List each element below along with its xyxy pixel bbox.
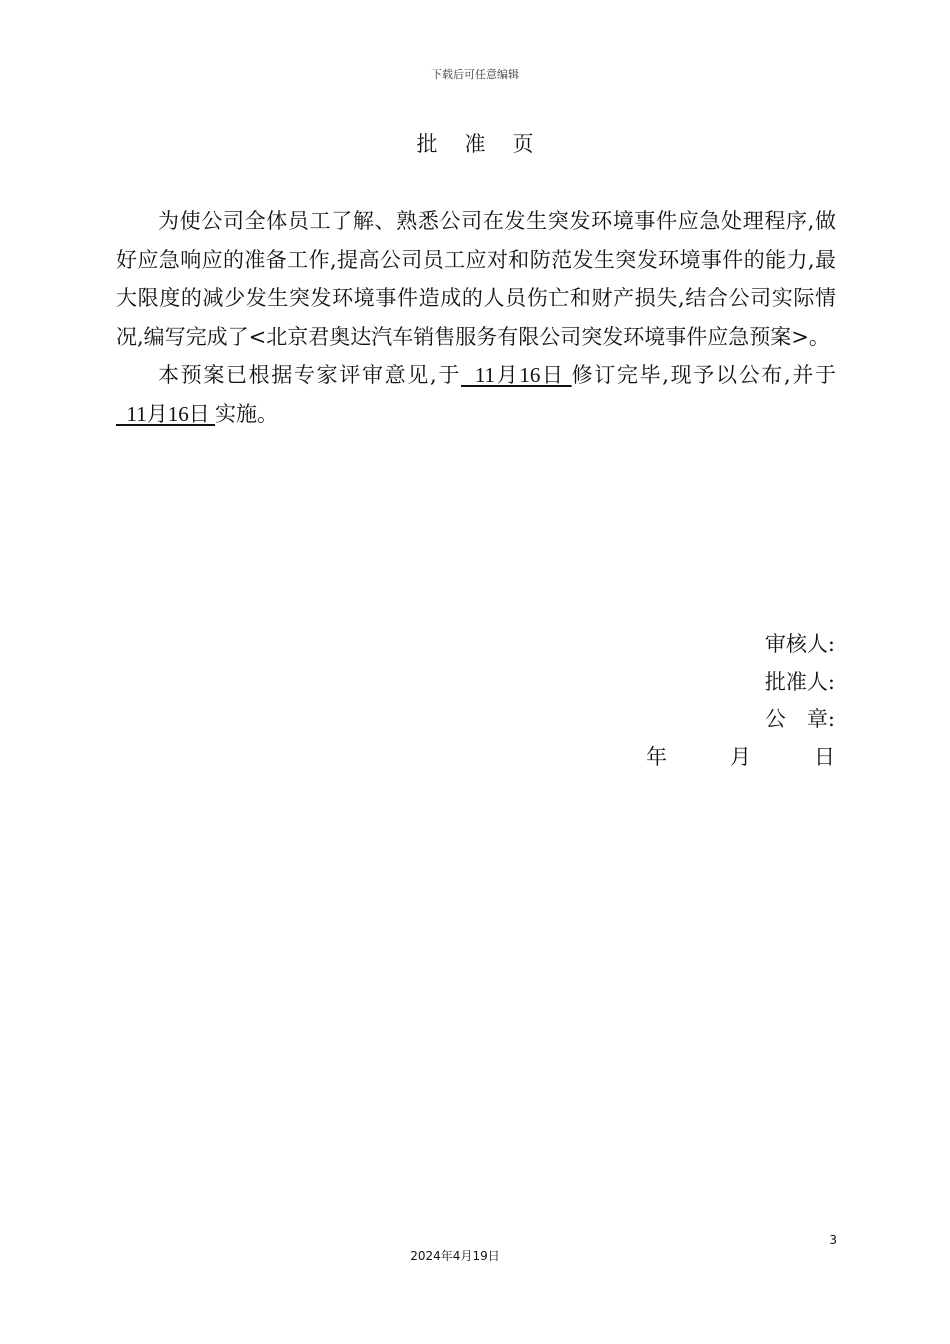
publication-text-part3: 实施。 — [214, 401, 278, 426]
implementation-date-field: 11月16日 — [116, 401, 215, 426]
intro-paragraph: 为使公司全体员工了解、熟悉公司在发生突发环境事件应急处理程序,做好应急响应的准备工作,提高公司员工应对和防范发生突发环境事件的能力,最大限度的减少发生突发环境事件造成的人员伤亡和财产损失,结合公司实际情况,编写完成了<北京君奥达汽车销售服务有限公司突发环境事件应急预案>。 — [116, 209, 836, 349]
document-body — [116, 202, 836, 433]
footer-date: 2024年4月19日 — [410, 1249, 500, 1263]
revision-date-field: 11月16日 — [461, 363, 572, 387]
page-title-char: 页 — [512, 132, 534, 156]
signature-date-line: 年 月 日 — [646, 744, 835, 769]
header-note: 下载后可任意编辑 — [431, 68, 519, 81]
approver-label: 批准人: — [764, 669, 835, 694]
page-title — [0, 128, 950, 158]
publication-text-part1: 本预案已根据专家评审意见,于 — [158, 363, 461, 387]
page-title-char: 准 — [464, 132, 486, 156]
reviewer-label: 审核人: — [764, 632, 835, 656]
page-title-char: 批 — [416, 132, 438, 156]
signature-block — [646, 626, 835, 776]
publication-paragraph — [116, 356, 836, 433]
page-number: 3 — [829, 1233, 837, 1247]
publication-text-part2: 修订完毕,现予以公布,并于 — [571, 363, 836, 387]
seal-label: 公 章: — [764, 707, 835, 731]
